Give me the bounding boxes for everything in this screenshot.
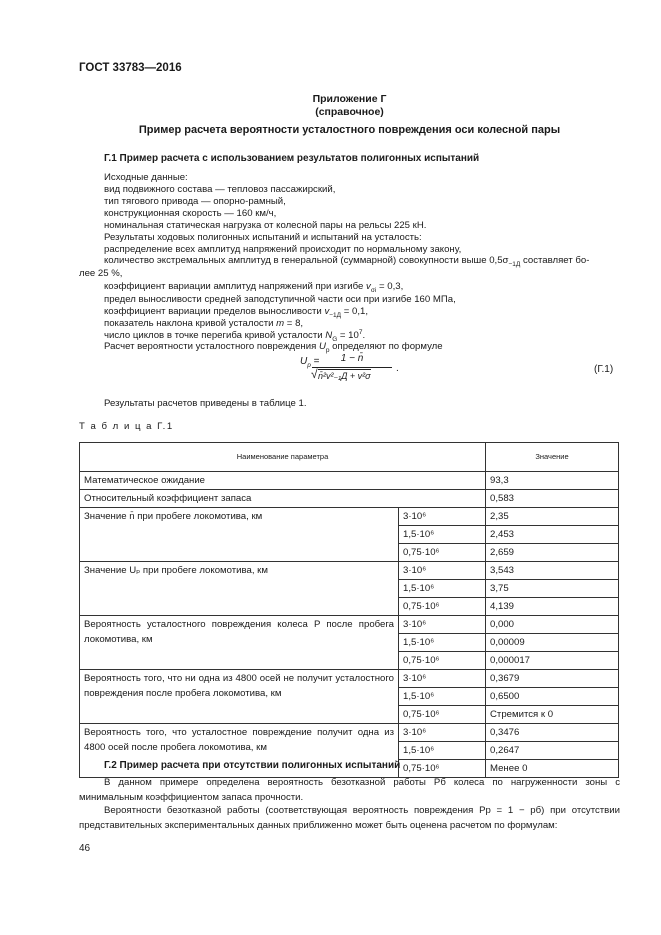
value-cell: 2,35 (486, 508, 619, 526)
param-cell: Значение Uₚ при пробеге локомотива, км (80, 562, 399, 616)
mileage-cell: 3·10⁶ (399, 616, 486, 634)
text-line: конструкционная скорость — 160 км/ч, (104, 208, 277, 219)
param-cell: Вероятность того, что ни одна из 4800 осей не получит усталостного повреждения после пробега локомотива, км (80, 670, 399, 724)
value-cell: 4,139 (486, 598, 619, 616)
formula-fraction-bar (312, 367, 392, 368)
table-row (80, 616, 619, 634)
table-row (80, 724, 619, 742)
value-cell: 3,543 (486, 562, 619, 580)
table-header-row (80, 443, 619, 472)
mileage-cell: 0,75·10⁶ (399, 598, 486, 616)
param-cell: Значение n̄ при пробеге локомотива, км (80, 508, 399, 562)
equation-number: (Г.1) (594, 364, 614, 375)
text-line: вид подвижного состава — тепловоз пассажирский, (104, 184, 336, 195)
mileage-cell: 0,75·10⁶ (399, 652, 486, 670)
value-cell: 0,3679 (486, 670, 619, 688)
mileage-cell: 1,5·10⁶ (399, 634, 486, 652)
formula-denominator: √ n̄²v²₋₁Д + v²σ (318, 369, 371, 382)
mileage-cell: 0,75·10⁶ (399, 760, 486, 778)
value-cell: Менее 0 (486, 760, 619, 778)
section-1-title: Г.1 Пример расчета с использованием результатов полигонных испытаний (104, 153, 480, 164)
section-2-title: Г.2 Пример расчета при отсутствии полигонных испытаний (104, 760, 401, 771)
main-title: Пример расчета вероятности усталостного повреждения оси колесной пары (138, 124, 561, 136)
value-cell: Стремится к 0 (486, 706, 619, 724)
text-line-variation-coefficient: коэффициент вариации амплитуд напряжений при изгибе $v_{\sigma i} = 0,3$, (104, 281, 404, 294)
text-line-formula-intro: Расчет вероятности усталостного повреждения $U_p$ определяют по формуле (104, 341, 443, 354)
mileage-cell: 0,75·10⁶ (399, 544, 486, 562)
text-line: Исходные данные: (104, 172, 188, 183)
header-param: Наименование параметра (80, 443, 486, 472)
text-line: номинальная статическая нагрузка от колесной пары на рельсы 225 кН. (104, 220, 427, 231)
formula-numerator: 1 − n̄ (340, 353, 364, 364)
formula-lhs: $U_p$ = (300, 356, 320, 369)
mileage-cell: 1,5·10⁶ (399, 688, 486, 706)
table-row (80, 508, 619, 526)
text-line: лее 25 %, (79, 268, 123, 279)
value-cell: 3,75 (486, 580, 619, 598)
text-line: тип тягового привода — опорно-рамный, (104, 196, 286, 207)
text-line-extreme-amplitudes: количество экстремальных амплитуд в генеральной (суммарной) совокупности выше $0,5\sigma_{-1Д}$ составляет бо- (104, 255, 590, 268)
results-table (79, 442, 619, 778)
text-line: распределение всех амплитуд напряжений происходит по нормальному закону, (104, 244, 462, 255)
text-line: Результаты ходовых полигонных испытаний и испытаний на усталость: (104, 232, 422, 243)
value-cell: 0,2647 (486, 742, 619, 760)
document-header: ГОСТ 33783—2016 (79, 62, 182, 74)
appendix-type: (справочное) (315, 106, 384, 118)
text-line: предел выносливости средней заподступичной части оси при изгибе 160 МПа, (104, 294, 456, 305)
value-cell: 2,659 (486, 544, 619, 562)
param-cell: Вероятность усталостного повреждения колеса P после пробега локомотива, км (80, 616, 399, 670)
text-line-results: Результаты расчетов приведены в таблице 1. (104, 398, 307, 409)
table-row (80, 472, 619, 490)
mileage-cell: 0,75·10⁶ (399, 706, 486, 724)
value-cell: 0,6500 (486, 688, 619, 706)
text-line-cycles: число циклов в точке перегиба кривой усталости $N_G = 10^7$. (104, 329, 366, 344)
page-number: 46 (79, 843, 91, 854)
formula-tail: . (396, 363, 399, 374)
table-row (80, 562, 619, 580)
text-line-endurance-variation: коэффициент вариации пределов выносливости $v_{-1Д} = 0,1$, (104, 306, 369, 319)
section-2-paragraph-2: Вероятности безотказной работы (соответствующая вероятность повреждения Pр = 1 − pб) при отсутствии представительных экспериментальных данных приближенно может быть оценена расчетом по формулам: (79, 805, 620, 831)
param-cell: Вероятность того, что усталостное повреждение получит одна из 4800 осей после пробега локомотива, км (80, 724, 399, 778)
mileage-cell: 3·10⁶ (399, 670, 486, 688)
param-cell: Относительный коэффициент запаса (80, 490, 486, 508)
mileage-cell: 3·10⁶ (399, 724, 486, 742)
value-cell: 0,000017 (486, 652, 619, 670)
mileage-cell: 3·10⁶ (399, 562, 486, 580)
value-cell: 0,3476 (486, 724, 619, 742)
param-cell: Математическое ожидание (80, 472, 486, 490)
header-value: Значение (486, 443, 619, 472)
mileage-cell: 3·10⁶ (399, 508, 486, 526)
text-line-slope: показатель наклона кривой усталости m = 8, (104, 318, 304, 329)
value-cell: 0,000 (486, 616, 619, 634)
value-cell: 0,583 (486, 490, 619, 508)
table-row (80, 670, 619, 688)
mileage-cell: 1,5·10⁶ (399, 526, 486, 544)
mileage-cell: 1,5·10⁶ (399, 580, 486, 598)
section-2-paragraph-1: В данном примере определена вероятность безотказной работы Pб колеса по нагруженности зоны с минимальным коэффициентом запаса прочности. (79, 777, 620, 803)
mileage-cell: 1,5·10⁶ (399, 742, 486, 760)
value-cell: 0,00009 (486, 634, 619, 652)
value-cell: 2,453 (486, 526, 619, 544)
table-label: Т а б л и ц а Г.1 (79, 421, 174, 432)
value-cell: 93,3 (486, 472, 619, 490)
appendix-title: Приложение Г (312, 93, 387, 105)
table-row (80, 490, 619, 508)
